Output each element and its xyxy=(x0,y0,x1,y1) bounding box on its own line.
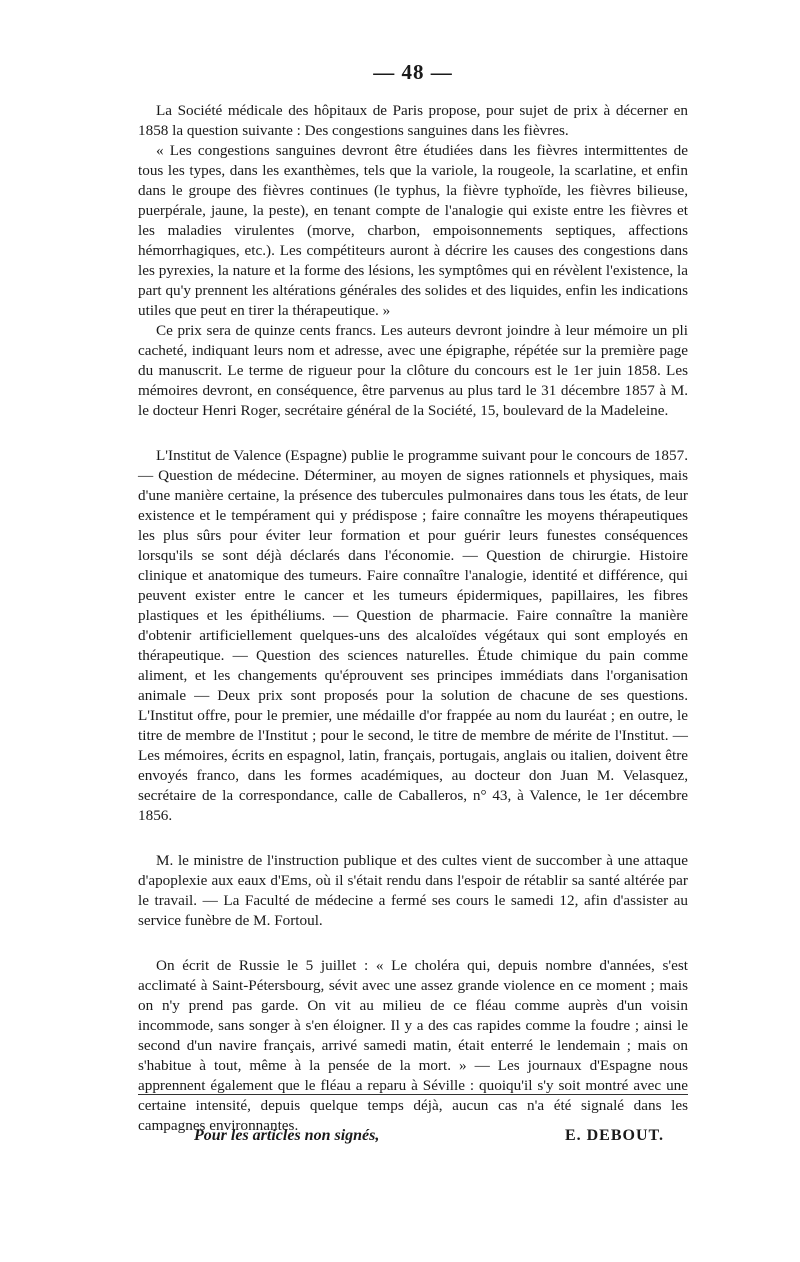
paragraph-prize-conditions: Ce prix sera de quinze cents francs. Les auteurs devront joindre à leur mémoire un pli cacheté, indiquant leurs nom et adresse, avec une épigraphe, répétée sur la première page du manuscrit. Le terme de rigueur pour la clôture du concours est le 1er juin 1858. Les mémoires devront, en conséquence, être parvenus au plus tard le 31 décembre 1857 à M. le docteur Henri Roger, secrétaire général de la Société, 15, boulevard de la Madeleine. xyxy=(138,322,688,419)
section-ministre xyxy=(138,851,688,931)
paragraph-prize-announcement: La Société médicale des hôpitaux de Paris propose, pour sujet de prix à décerner en 1858 la question suivante : Des congestions sanguines dans les fièvres. xyxy=(138,102,688,139)
footer-unsigned-note: Pour les articles non signés, xyxy=(194,1127,380,1144)
paragraph-prize-subject: « Les congestions sanguines devront être étudiées dans les fièvres intermittentes de tous les types, dans les exanthèmes, tels que la variole, la rougeole, la scarlatine, et enfin dans le groupe des fièvres continues (le typhus, la fièvre typhoïde, les fièvres bilieuse, puerpérale, jaune, la peste), en tenant compte de l'analogie qui existe entre les fièvres et les maladies virulentes (morve, charbon, empoisonnements septiques, affections hémorrhagiques, etc.). Les compétiteurs auront à décrire les causes des congestions dans les pyrexies, la nature et la forme des lésions, les symptômes qui en révèlent l'existence, la part qu'y prennent les altérations générales des solides et des liquides, enfin les indications utiles que peut en tirer la thérapeutique. » xyxy=(138,142,688,319)
paragraph-valence-program: L'Institut de Valence (Espagne) publie le programme suivant pour le concours de 1857. — Question de médecine. Déterminer, au moyen de signes rationnels et physiques, mais d'une manière certaine, la présence des tubercules pulmonaires dans tous les états, de leur existence et le tempérament qui y prédispose ; faire connaître les moyens thérapeutiques les plus sûrs pour éviter leur formation et pour guérir leurs funestes conséquences lorsqu'ils se sont déjà déclarés dans l'économie. — Question de chirurgie. Histoire clinique et anatomique des tumeurs. Faire connaître l'analogie, identité et différence, qui peuvent exister entre le cancer et les tumeurs épidermiques, papillaires, les fibres plastiques et les épithéliums. — Question de pharmacie. Faire connaître la manière d'obtenir artificiellement quelques-uns des alcaloïdes végétaux qui sont employés en thérapeutique. — Question des sciences naturelles. Étude chimique du pain comme aliment, et les changements qu'éprouvent ses principes immédiats dans l'organisation animale — Deux prix sont proposés pour la solution de chacune de ses questions. L'Institut offre, pour le premier, une médaille d'or frappée au nom du lauréat ; en outre, le titre de membre de l'Institut ; pour le second, le titre de membre de mérite de l'Institut. — Les mémoires, écrits en espagnol, latin, français, portugais, anglais ou italien, doivent être envoyés franco, dans les formes académiques, au docteur don Juan M. Velasquez, secrétaire de la correspondance, calle de Caballeros, n° 43, à Valence, le 1er décembre 1856. xyxy=(138,447,688,824)
section-societe-medicale xyxy=(138,101,688,421)
paragraph-cholera: On écrit de Russie le 5 juillet : « Le choléra qui, depuis nombre d'années, s'est acclimaté à Saint-Pétersbourg, sévit avec une assez grande violence en ce moment ; mais on n'y prend pas garde. On vit au milieu de ce fléau comme auprès d'un voisin incommode, sans songer à s'en éloigner. Il y a des cas rapides comme la foudre ; ainsi le second d'un navire français, arrivé samedi matin, était enterré le lendemain ; mais on s'habitue à tout, même à la pensée de la mort. » — Les journaux d'Espagne nous apprennent également que le fléau a reparu à Séville : quoiqu'il s'y soit montré avec une certaine intensité, depuis quelque temps déjà, aucun cas n'a été signalé dans les campagnes environnantes. xyxy=(138,957,688,1134)
section-institut-valence xyxy=(138,446,688,826)
footer-signature xyxy=(138,1094,688,1145)
footer-author: E. DEBOUT. xyxy=(564,1127,664,1144)
paragraph-ministre: M. le ministre de l'instruction publique et des cultes vient de succomber à une attaque d'apoplexie aux eaux d'Ems, où il s'était rendu dans l'espoir de rétablir sa santé altérée par le travail. — La Faculté de médecine a fermé ses cours le samedi 12, afin d'assister au service funèbre de M. Fortoul. xyxy=(138,852,688,929)
page-number: — 48 — xyxy=(373,60,453,84)
